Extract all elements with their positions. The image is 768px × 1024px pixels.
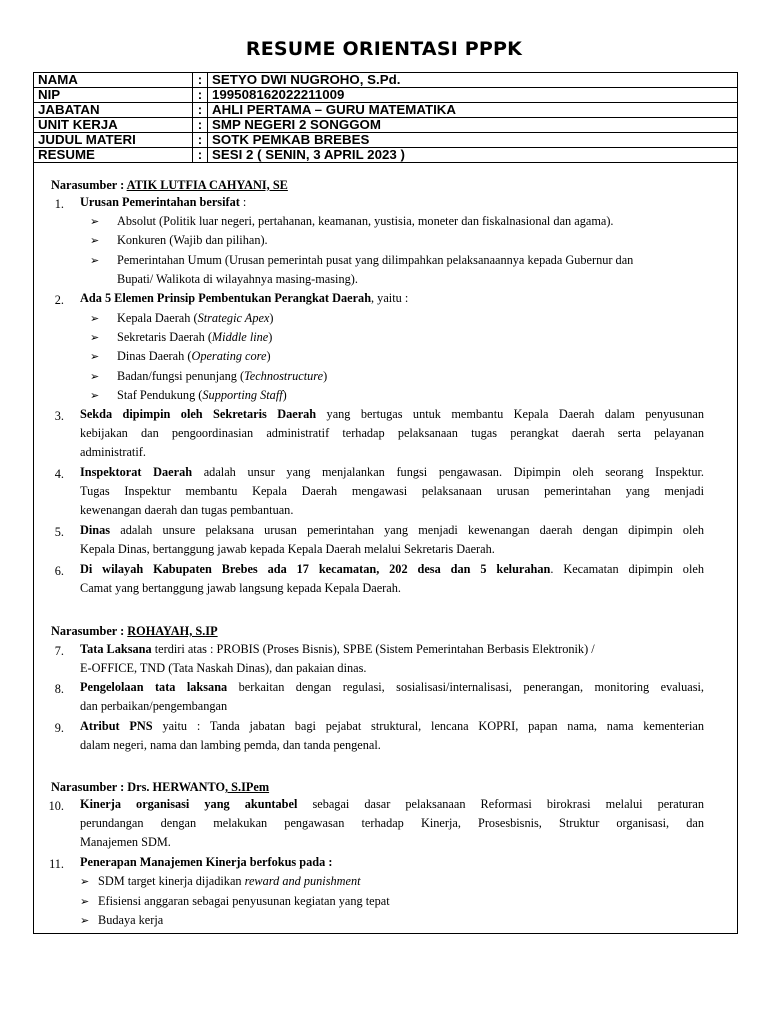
list-item xyxy=(80,560,704,598)
list-item xyxy=(80,193,704,212)
list-item xyxy=(80,640,704,678)
bullet-text: Bupati/ Walikota di wilayahnya masing-masing). xyxy=(117,272,358,286)
speaker-prefix: Narasumber : xyxy=(51,624,128,638)
bullet-item xyxy=(90,251,633,271)
arrow-bullet-icon: ➢ xyxy=(90,313,100,325)
bullet-text: SDM target kinerja dijadikan xyxy=(98,874,245,888)
document-frame xyxy=(33,72,738,934)
bullet-text: ) xyxy=(269,311,274,325)
field-label: JUDUL MATERI xyxy=(34,133,193,148)
bullet-text-italic: Strategic Apex xyxy=(197,311,270,325)
item-text: yang bertugas untuk membantu Kepala Daerah dalam penyusunan xyxy=(316,407,704,421)
bullet-item xyxy=(90,231,268,251)
table-row xyxy=(34,118,737,133)
identity-table xyxy=(34,73,737,163)
item-text: : xyxy=(239,195,247,209)
bullet-item xyxy=(90,309,274,329)
bullet-text-italic: reward and punishment xyxy=(244,874,361,888)
item-text: adalah unsure pelaksana urusan pemerintahan yang menjadi kewenangan daerah dengan dipimpin oleh xyxy=(110,523,704,537)
item-text: terdiri atas : PROBIS (Proses Bisnis), SPBE (Sistem Pemerintahan Berbasis Elektronik) / xyxy=(151,642,595,656)
arrow-bullet-icon: ➢ xyxy=(90,255,100,267)
item-bold: Inspektorat Daerah xyxy=(80,465,193,479)
list-item xyxy=(80,678,704,716)
item-bold: Urusan Pemerintahan bersifat xyxy=(80,195,240,209)
bullet-text: ) xyxy=(323,369,328,383)
field-colon: : xyxy=(193,133,208,148)
field-colon: : xyxy=(193,148,208,163)
item-text: kewenangan daerah dan tugas pembantuan. xyxy=(80,503,294,518)
item-text: adalah unsur yang menjalankan fungsi pengawasan. Dipimpin oleh seorang Inspektur. xyxy=(192,465,704,479)
bullet-item xyxy=(80,872,361,892)
item-number: 1. xyxy=(54,197,64,211)
bullet-text: Sekretaris Daerah ( xyxy=(117,330,212,344)
item-text: perundangan dengan melakukan pengawasan terhadap Kinerja, Prosesbisnis, Struktur organisasi, dan xyxy=(80,816,704,831)
bullet-item xyxy=(90,347,271,367)
bullet-text-italic: Operating core xyxy=(191,349,267,363)
item-text: berkaitan dengan regulasi, sosialisasi/internalisasi, penerangan, monitoring evaluasi, xyxy=(227,680,704,694)
bullet-item xyxy=(80,892,390,912)
item-text: Manajemen SDM. xyxy=(80,835,171,850)
field-label: RESUME xyxy=(34,148,193,163)
speaker-prefix: Narasumber : Drs. HERWANTO xyxy=(51,780,226,794)
list-item xyxy=(80,463,704,521)
item-bold: Atribut PNS xyxy=(80,719,153,733)
item-number: 9. xyxy=(54,721,64,735)
bullet-item xyxy=(90,212,614,232)
item-text: . Kecamatan dipimpin oleh xyxy=(550,562,704,576)
arrow-bullet-icon: ➢ xyxy=(90,332,100,344)
item-text: , yaitu : xyxy=(371,291,409,305)
list-item xyxy=(80,853,704,872)
arrow-bullet-icon: ➢ xyxy=(90,371,100,383)
arrow-bullet-icon: ➢ xyxy=(90,235,100,247)
item-number: 7. xyxy=(54,644,64,658)
list-item xyxy=(80,289,704,308)
list-item xyxy=(80,521,704,559)
item-bold: Penerapan Manajemen Kinerja berfokus pada : xyxy=(80,855,333,869)
field-colon: : xyxy=(193,88,208,103)
field-label: NAMA xyxy=(34,73,193,88)
bullet-text: Staf Pendukung ( xyxy=(117,388,203,402)
field-value: 199508162022211009 xyxy=(208,88,738,103)
field-value: AHLI PERTAMA – GURU MATEMATIKA xyxy=(208,103,738,118)
item-text: Kepala Dinas, bertanggung jawab kepada Kepala Daerah melalui Sekretaris Daerah. xyxy=(80,542,495,557)
bullet-text: Efisiensi anggaran sebagai penyusunan kegiatan yang tepat xyxy=(98,894,390,908)
speaker-name: ATIK LUTFIA CAHYANI, SE xyxy=(126,178,288,192)
item-text: dalam negeri, nama dan lambing pemda, dan tanda pengenal. xyxy=(80,738,381,753)
bullet-text-italic: Supporting Staff xyxy=(202,388,283,402)
item-bold: Sekda dipimpin oleh Sekretaris Daerah xyxy=(80,407,317,421)
speaker-heading xyxy=(51,780,269,795)
bullet-text: Badan/fungsi penunjang ( xyxy=(117,369,245,383)
item-text: dan perbaikan/pengembangan xyxy=(80,699,228,714)
list-item xyxy=(80,717,704,755)
table-row xyxy=(34,148,737,163)
item-bold: Dinas xyxy=(80,523,111,537)
bullet-item xyxy=(80,911,163,931)
item-bold: Ada 5 Elemen Prinsip Pembentukan Perangkat Daerah xyxy=(80,291,372,305)
item-number: 3. xyxy=(54,409,64,423)
item-number: 5. xyxy=(54,525,64,539)
arrow-bullet-icon: ➢ xyxy=(90,351,100,363)
arrow-bullet-icon: ➢ xyxy=(80,915,90,927)
item-number: 2. xyxy=(54,293,64,307)
field-value: SMP NEGERI 2 SONGGOM xyxy=(208,118,738,133)
field-colon: : xyxy=(193,73,208,88)
item-bold: Pengelolaan tata laksana xyxy=(80,680,228,694)
field-label: UNIT KERJA xyxy=(34,118,193,133)
item-number: 11. xyxy=(49,857,64,871)
item-bold: Tata Laksana xyxy=(80,642,152,656)
list-item xyxy=(80,795,704,853)
item-bold: Kinerja organisasi yang akuntabel xyxy=(80,797,298,811)
page-title: RESUME ORIENTASI PPPK xyxy=(245,38,523,60)
field-colon: : xyxy=(193,103,208,118)
bullet-item xyxy=(90,367,327,387)
item-number: 8. xyxy=(54,682,64,696)
item-text: sebagai dasar pelaksanaan Reformasi birokrasi melalui peraturan xyxy=(297,797,704,811)
item-number: 4. xyxy=(54,467,64,481)
speaker-name: ROHAYAH, S.IP xyxy=(127,624,218,638)
speaker-heading xyxy=(51,178,288,193)
table-row xyxy=(34,73,737,88)
bullet-item xyxy=(90,328,272,348)
bullet-text-italic: Technostructure xyxy=(244,369,324,383)
table-row xyxy=(34,133,737,148)
bullet-item xyxy=(90,386,287,406)
bullet-text: Kepala Daerah ( xyxy=(117,311,198,325)
item-bold: Di wilayah Kabupaten Brebes ada 17 kecamatan, 202 desa dan 5 kelurahan xyxy=(80,562,551,576)
field-value: SESI 2 ( SENIN, 3 APRIL 2023 ) xyxy=(208,148,738,163)
arrow-bullet-icon: ➢ xyxy=(80,876,90,888)
bullet-text: Dinas Daerah ( xyxy=(117,349,192,363)
field-value: SETYO DWI NUGROHO, S.Pd. xyxy=(208,73,738,88)
table-row xyxy=(34,103,737,118)
field-colon: : xyxy=(193,118,208,133)
speaker-prefix: Narasumber : xyxy=(51,178,127,192)
item-text: Camat yang bertanggung jawab langsung kepada Kepala Daerah. xyxy=(80,581,401,596)
bullet-text: Budaya kerja xyxy=(98,913,164,927)
list-item xyxy=(80,405,704,463)
item-text: yaitu : Tanda jabatan bagi pejabat struktural, lencana KOPRI, papan nama, nama kementerian xyxy=(152,719,704,733)
bullet-text: Konkuren (Wajib dan pilihan). xyxy=(117,233,268,247)
bullet-text: Pemerintahan Umum (Urusan pemerintah pusat yang dilimpahkan pelaksanaannya kepada Gubernur dan xyxy=(117,253,634,267)
arrow-bullet-icon: ➢ xyxy=(90,390,100,402)
item-number: 6. xyxy=(54,564,64,578)
bullet-text: ) xyxy=(268,330,273,344)
table-row xyxy=(34,88,737,103)
item-text: kebijakan dan pengoordinasian administratif terhadap pelaksanaan tugas perangkat daerah serta pelayanan xyxy=(80,426,704,441)
bullet-text-italic: Middle line xyxy=(211,330,269,344)
field-label: JABATAN xyxy=(34,103,193,118)
field-label: NIP xyxy=(34,88,193,103)
arrow-bullet-icon: ➢ xyxy=(80,896,90,908)
field-value: SOTK PEMKAB BREBES xyxy=(208,133,738,148)
speaker-heading xyxy=(51,624,218,639)
item-number: 10. xyxy=(48,799,64,813)
item-text: Tugas Inspektur membantu Kepala Daerah mengawasi pelaksanaan urusan pemerintahan yang menjadi xyxy=(80,484,704,499)
arrow-bullet-icon: ➢ xyxy=(90,216,100,228)
item-text: E-OFFICE, TND (Tata Naskah Dinas), dan pakaian dinas. xyxy=(80,661,367,676)
bullet-text: Absolut (Politik luar negeri, pertahanan, keamanan, yustisia, moneter dan fiskalnasional dan agama). xyxy=(117,214,614,228)
speaker-name: , S.IPem xyxy=(225,780,270,794)
bullet-text: ) xyxy=(282,388,287,402)
item-text: administratif. xyxy=(80,445,146,460)
bullet-text: ) xyxy=(266,349,271,363)
